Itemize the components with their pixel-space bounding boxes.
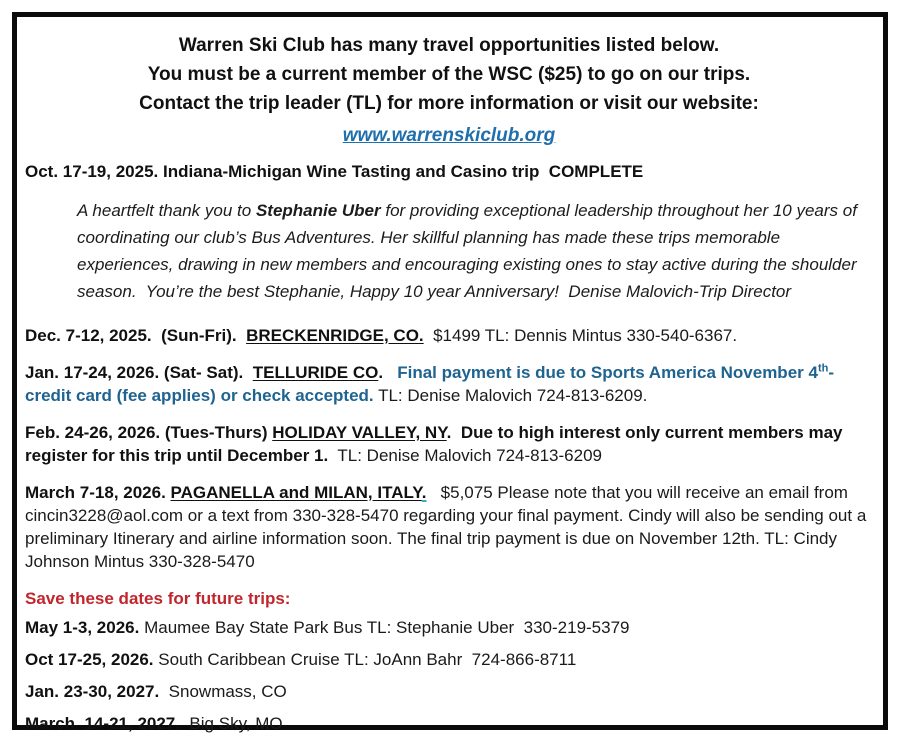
trip-march-destination-period: . bbox=[421, 483, 427, 502]
trip-feb-date: Feb. 24-26, 2026. (Tues-Thurs) bbox=[25, 423, 273, 442]
future-trip-date: Jan. 23-30, 2027. bbox=[25, 682, 160, 701]
trip-jan-payment-notice-1: Final payment is due to Sports America November 4 bbox=[397, 363, 818, 382]
future-trips-heading: Save these dates for future trips: bbox=[25, 589, 291, 608]
flyer-header bbox=[25, 23, 873, 150]
trip-jan bbox=[25, 361, 873, 407]
tribute-honoree-name: Stephanie Uber bbox=[255, 201, 381, 220]
trip-oct-heading bbox=[25, 160, 873, 183]
trip-feb-contact: TL: Denise Malovich 724-813-6209 bbox=[328, 446, 602, 465]
trip-dec-date: Dec. 7-12, 2025. (Sun-Fri). bbox=[25, 326, 247, 345]
future-trip-details: Snowmass, CO bbox=[159, 682, 287, 701]
trip-jan-after-destination: . bbox=[378, 363, 398, 382]
trip-feb-destination: HOLIDAY VALLEY, NY bbox=[272, 423, 447, 442]
future-trip-jan bbox=[25, 680, 873, 703]
trip-dec bbox=[25, 324, 873, 347]
future-trip-oct bbox=[25, 648, 873, 671]
trip-jan-payment-notice-2: -credit card (fee applies) or check accepted. bbox=[25, 363, 835, 405]
future-trip-date: Oct 17-25, 2026. bbox=[25, 650, 154, 669]
header-line-3: Contact the trip leader (TL) for more information or visit our website: bbox=[139, 93, 759, 114]
future-trip-may bbox=[25, 616, 873, 639]
website-link-row bbox=[25, 118, 873, 150]
trip-jan-destination: TELLURIDE CO bbox=[252, 363, 379, 382]
tribute-text-pre: A heartfelt thank you to bbox=[77, 201, 256, 220]
tribute-text-post: for providing exceptional leadership throughout her 10 years of coordinating our club’s Bus Adventures. Her skillful planning has made these trips memorable experiences, drawing in new members and encouraging existing ones to stay active during the shoulder season. You’re the best Stephanie, Happy 10 year Anniversary! Denise Malovich-Trip Director bbox=[77, 201, 862, 301]
trip-dec-details: $1499 TL: Dennis Mintus 330-540-6367. bbox=[423, 326, 738, 345]
trip-dec-destination: BRECKENRIDGE, CO. bbox=[246, 326, 424, 345]
future-trip-date: May 1-3, 2026. bbox=[25, 618, 140, 637]
trip-oct-title: Oct. 17-19, 2025. Indiana-Michigan Wine Tasting and Casino trip COMPLETE bbox=[25, 162, 644, 181]
future-trip-date: March 14-21, 2027. bbox=[25, 714, 180, 733]
trip-oct-tribute bbox=[77, 197, 873, 305]
trip-march bbox=[25, 481, 873, 573]
trip-jan-contact: TL: Denise Malovich 724-813-6209. bbox=[373, 386, 648, 405]
trip-march-details: $5,075 Please note that you will receive an email from cincin3228@aol.com or a text from 330-328-5470 regarding your final payment. Cindy will also be sending out a preliminary Itinerary and airline information soon. The final trip payment is due on November 12th. TL: Cindy Johnson Mintus 330-328-5470 bbox=[25, 483, 872, 571]
trip-feb bbox=[25, 421, 873, 467]
trip-march-date: March 7-18, 2026. bbox=[25, 483, 171, 502]
trip-jan-ordinal-suffix: th bbox=[817, 362, 829, 375]
header-line-2: You must be a current member of the WSC ($25) to go on our trips. bbox=[147, 64, 751, 85]
future-trip-details: Big Sky, MO bbox=[179, 714, 283, 733]
future-trip-march bbox=[25, 712, 873, 735]
header-line-1: Warren Ski Club has many travel opportunities listed below. bbox=[178, 35, 720, 56]
flyer-page bbox=[12, 12, 888, 733]
future-trip-details: South Caribbean Cruise TL: JoAnn Bahr 724-866-8711 bbox=[153, 650, 577, 669]
future-trip-details: Maumee Bay State Park Bus TL: Stephanie Uber 330-219-5379 bbox=[139, 618, 630, 637]
trip-march-destination: PAGANELLA and MILAN, ITALY bbox=[170, 483, 422, 502]
trip-jan-date: Jan. 17-24, 2026. (Sat- Sat). bbox=[25, 363, 253, 382]
website-link[interactable]: www.warrenskiclub.org bbox=[342, 125, 556, 146]
trip-feb-notice: . Due to high interest only current members may register for this trip until December 1. bbox=[25, 423, 848, 465]
